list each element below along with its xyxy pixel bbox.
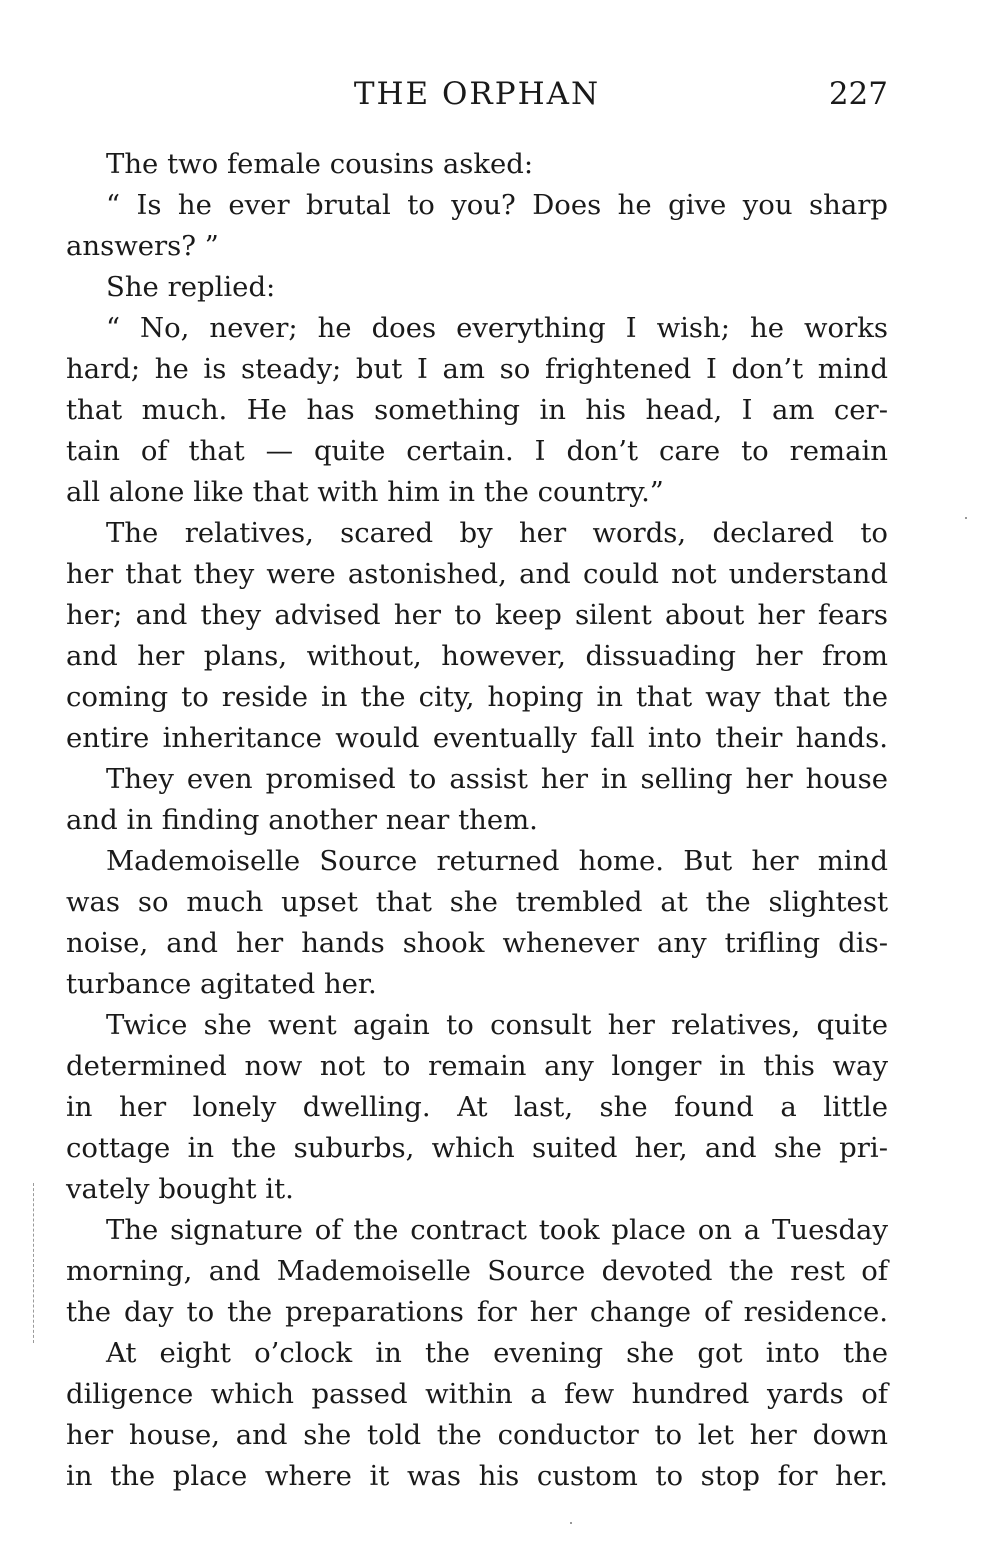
text-line: tain of that — quite certain. I don’t care to remain — [66, 435, 888, 467]
text-line: cottage in the suburbs, which suited her, and she pri- — [66, 1132, 888, 1164]
text-line: and in finding another near them. — [66, 804, 538, 836]
scan-speck — [570, 1522, 572, 1524]
text-line: in the place where it was his custom to stop for her. — [66, 1460, 888, 1492]
text-line: hard; he is steady; but I am so frightened I don’t mind — [66, 353, 888, 385]
text-line: Mademoiselle Source returned home. But her mind — [106, 845, 888, 877]
text-line: turbance agitated her. — [66, 968, 377, 1000]
text-line: determined now not to remain any longer in this way — [66, 1050, 888, 1082]
text-line: her that they were astonished, and could not understand — [66, 558, 888, 590]
text-line: The two female cousins asked: — [106, 148, 534, 180]
text-line: vately bought it. — [66, 1173, 294, 1205]
text-line: Twice she went again to consult her relatives, quite — [106, 1009, 888, 1041]
margin-scan-mark — [33, 1183, 34, 1343]
text-line: answers? ” — [66, 230, 219, 262]
text-line: diligence which passed within a few hundred yards of — [66, 1378, 888, 1410]
text-line: morning, and Mademoiselle Source devoted the rest of — [66, 1255, 888, 1287]
scan-speck — [965, 517, 967, 519]
page-number: 227 — [828, 76, 888, 112]
text-line: The signature of the contract took place on a Tuesday — [106, 1214, 888, 1246]
text-line: the day to the preparations for her change of residence. — [66, 1296, 888, 1328]
text-line: her; and they advised her to keep silent about her fears — [66, 599, 888, 631]
text-line: her house, and she told the conductor to let her down — [66, 1419, 888, 1451]
text-line: noise, and her hands shook whenever any trifling dis- — [66, 927, 888, 959]
text-line: At eight o’clock in the evening she got into the — [106, 1337, 888, 1369]
text-line: that much. He has something in his head, I am cer- — [66, 394, 888, 426]
body-text — [66, 144, 888, 1497]
text-line: They even promised to assist her in selling her house — [106, 763, 888, 795]
text-line: all alone like that with him in the country.” — [66, 476, 664, 508]
running-head — [66, 72, 888, 116]
text-line: entire inheritance would eventually fall into their hands. — [66, 722, 888, 754]
text-line: The relatives, scared by her words, declared to — [106, 517, 888, 549]
running-title: THE ORPHAN — [353, 76, 601, 112]
text-line: “ No, never; he does everything I wish; he works — [106, 312, 888, 344]
text-line: “ Is he ever brutal to you? Does he give you sharp — [106, 189, 888, 221]
text-line: was so much upset that she trembled at the slightest — [66, 886, 888, 918]
text-line: in her lonely dwelling. At last, she found a little — [66, 1091, 888, 1123]
text-line: coming to reside in the city, hoping in that way that the — [66, 681, 888, 713]
text-line: She replied: — [106, 271, 276, 303]
text-line: and her plans, without, however, dissuading her from — [66, 640, 888, 672]
